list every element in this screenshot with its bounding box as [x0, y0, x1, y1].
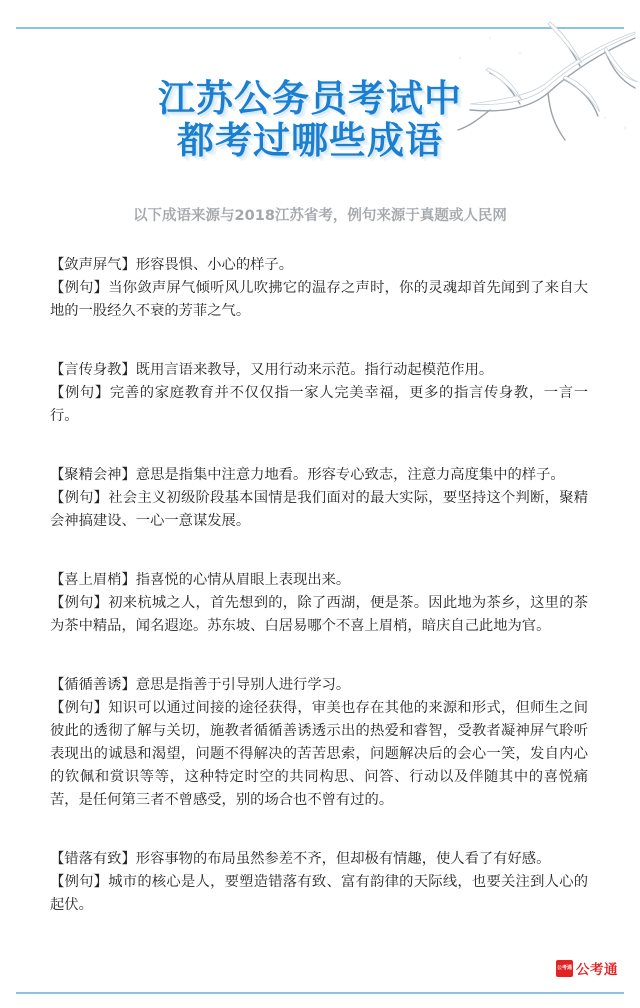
example-sentence: 当你敛声屏气倾听风儿吹拂它的温存之声时，你的灵魂却首先闻到了来自大地的一股经久不衰的芳菲之气。	[50, 280, 589, 319]
bracket-open: 【	[50, 467, 65, 483]
bracket-close: 】	[93, 490, 109, 506]
bottom-divider	[16, 992, 624, 994]
example-label: 例句	[64, 490, 94, 506]
bracket-close: 】	[93, 595, 109, 611]
idiom-definition	[50, 848, 588, 871]
logo-badge-icon: 公考通	[556, 960, 573, 977]
idiom-meaning: 指喜悦的心情从眉眼上表现出来。	[135, 572, 351, 588]
example-sentence: 初来杭城之人，首先想到的，除了西湖，便是茶。因此地为茶乡，这里的茶为茶中精品，闻名遐迩。苏东坡、白居易哪个不喜上眉梢，暗庆自己此地为官。	[50, 595, 589, 634]
example-label: 例句	[64, 385, 95, 401]
idiom-list	[50, 254, 588, 953]
idiom-example	[50, 487, 588, 533]
bracket-close: 】	[121, 362, 136, 378]
bracket-close: 】	[121, 851, 136, 867]
bracket-close: 】	[121, 257, 136, 273]
example-sentence: 城市的核心是人，要塑造错落有致、富有韵律的天际线，也要关注到人心的起伏。	[50, 874, 589, 913]
idiom-term: 言传身教	[64, 362, 122, 378]
bracket-close: 】	[121, 677, 136, 693]
bracket-close: 】	[93, 874, 109, 890]
idiom-definition	[50, 359, 588, 382]
bracket-close: 】	[94, 385, 110, 401]
idiom-term: 喜上眉梢	[64, 572, 122, 588]
idiom-definition	[50, 254, 588, 277]
logo-text: 公考通	[576, 962, 618, 978]
bracket-close: 】	[93, 700, 109, 716]
idiom-meaning: 意思是指集中注意力地看。形容专心致志，注意力高度集中的样子。	[135, 467, 565, 483]
example-label: 例句	[64, 280, 94, 296]
bracket-open: 【	[50, 257, 65, 273]
idiom-term: 敛声屏气	[64, 257, 122, 273]
example-sentence: 完善的家庭教育并不仅仅指一家人完美幸福，更多的指言传身教，一言一行。	[50, 385, 589, 424]
idiom-example	[50, 382, 588, 428]
idiom-example	[50, 871, 588, 917]
idiom-entry	[50, 359, 588, 428]
idiom-definition	[50, 569, 588, 592]
bracket-open: 【	[50, 595, 65, 611]
bracket-open: 【	[50, 700, 65, 716]
bracket-open: 【	[50, 385, 65, 401]
idiom-example	[50, 592, 588, 638]
brand-logo	[556, 958, 618, 978]
bracket-open: 【	[50, 851, 65, 867]
example-sentence: 知识可以通过间接的途径获得，审美也存在其他的来源和形式，但师生之间彼此的透彻了解与关切，施教者循循善诱透示出的热爱和睿智，受教者凝神屏气聆听表现出的诚恳和渴望，问题不得解决的苦苦思索，问题解决后的会心一笑，发自内心的钦佩和赏识等等，这种特定时空的共同构思、问答、行动以及伴随其中的喜悦痛苦，是任何第三者不曾感受，别的场合也不曾有过的。	[50, 700, 589, 808]
page-title-line-2: 都考过哪些成语	[177, 119, 443, 162]
idiom-entry	[50, 848, 588, 917]
idiom-entry	[50, 254, 588, 323]
idiom-meaning: 形容畏惧、小心的样子。	[135, 257, 294, 273]
bracket-open: 【	[50, 362, 65, 378]
example-sentence: 社会主义初级阶段基本国情是我们面对的最大实际，要坚持这个判断，聚精会神搞建设、一心一意谋发展。	[50, 490, 589, 529]
bracket-open: 【	[50, 874, 65, 890]
bracket-open: 【	[50, 280, 65, 296]
idiom-meaning: 形容事物的布局虽然参差不齐，但却极有情趣，使人看了有好感。	[135, 851, 551, 867]
idiom-example	[50, 277, 588, 323]
bracket-close: 】	[121, 467, 136, 483]
idiom-entry	[50, 464, 588, 533]
bracket-close: 】	[121, 572, 136, 588]
idiom-meaning: 既用言语来教导，又用行动来示范。指行动起模范作用。	[135, 362, 494, 378]
example-label: 例句	[64, 874, 94, 890]
idiom-term: 聚精会神	[64, 467, 122, 483]
bracket-open: 【	[50, 572, 65, 588]
bracket-open: 【	[50, 490, 65, 506]
idiom-example	[50, 697, 588, 812]
idiom-definition	[50, 464, 588, 487]
example-label: 例句	[64, 595, 94, 611]
idiom-meaning: 意思是指善于引导别人进行学习。	[135, 677, 351, 693]
idiom-term: 错落有致	[64, 851, 122, 867]
idiom-term: 循循善诱	[64, 677, 122, 693]
subtitle: 以下成语来源与2018江苏省考，例句来源于真题或人民网	[133, 208, 507, 224]
page-title-line-1: 江苏公务员考试中	[158, 77, 462, 120]
idiom-entry	[50, 674, 588, 812]
idiom-entry	[50, 569, 588, 638]
bracket-close: 】	[93, 280, 109, 296]
bracket-open: 【	[50, 677, 65, 693]
example-label: 例句	[64, 700, 94, 716]
idiom-definition	[50, 674, 588, 697]
